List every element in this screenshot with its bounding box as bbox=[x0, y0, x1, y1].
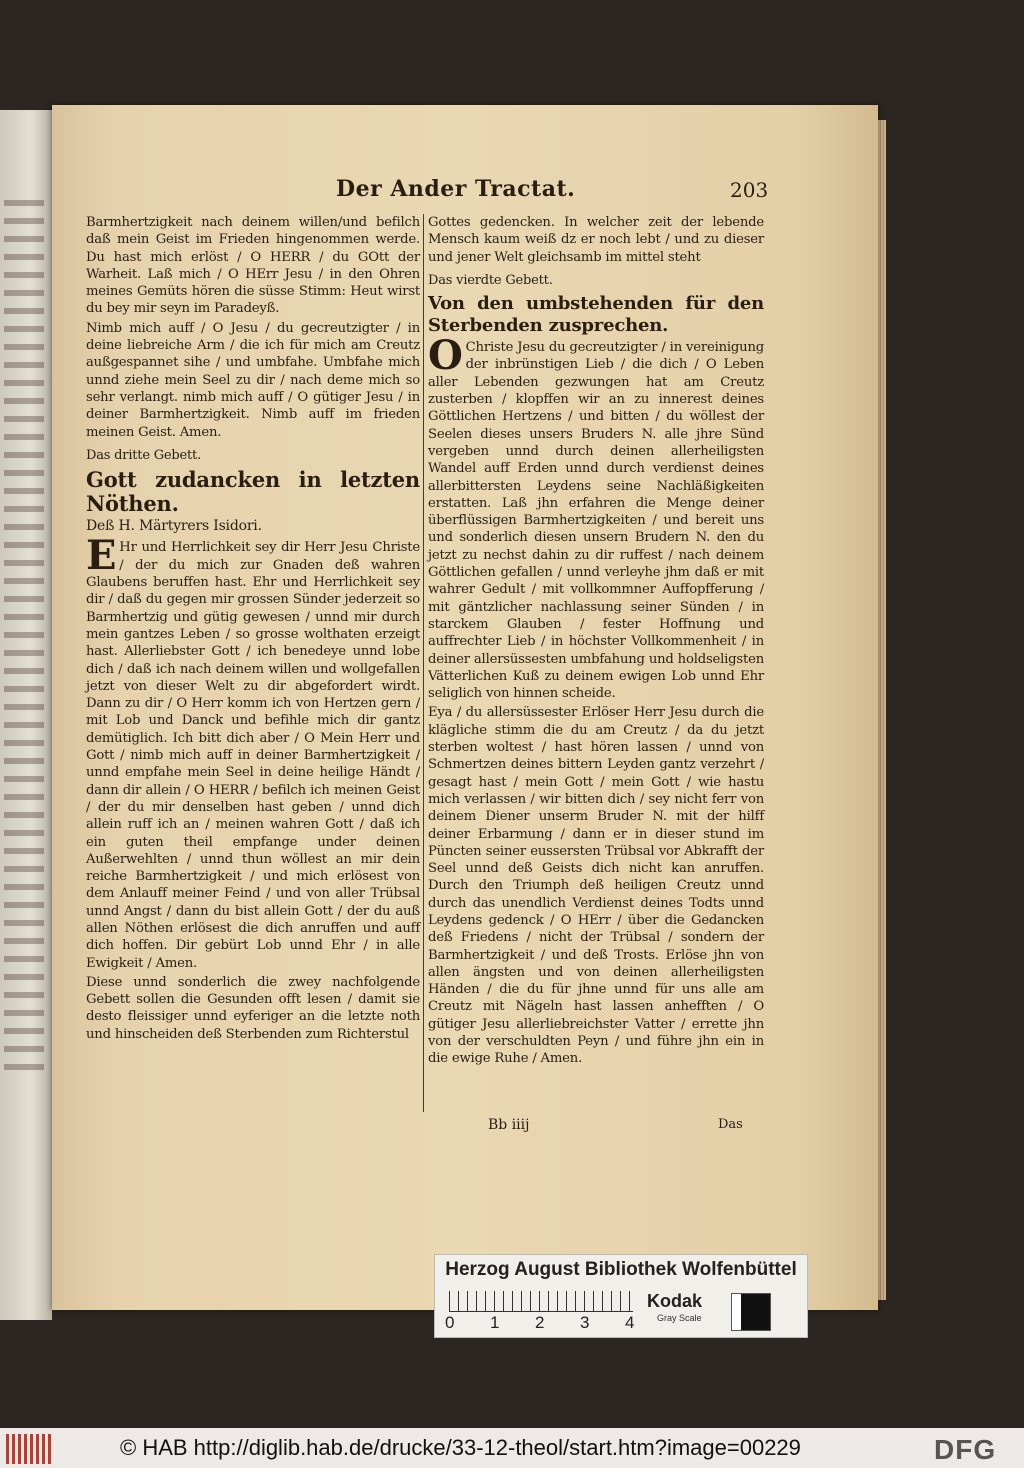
library-name: Herzog August Bibliothek Wolfenbüttel bbox=[445, 1259, 797, 1280]
prayer-label: Das vierdte Gebett. bbox=[428, 272, 553, 288]
gray-scale-label: Gray Scale bbox=[657, 1313, 702, 1323]
paragraph: Eya / du allersüssester Erlöser Herr Jesu durch die klägliche stimm die du am Creutz / da du jetzt sterben woltest / hast hören lassen / unnd von Schmertzen deines bittern Leyden gantz verzehrt / gesagt hast / mein Gott / mein Gott / wie hastu mich verlassen / wir bitten dich / sey nicht ferr von deinem Diener unserm Bruder N. mit der hilff deiner Erbarmung / dann er in dieser stund im Püncten seiner eussersten Trübsal vor Abkrafft der Seel unnd deß Geists dich nicht kan anruffen. Durch den Triumph deß heiligen Creutz unnd durch das unendlich Verdienst deines Todts unnd Leydens gedenck / O HErr / über die Gedancken deß Friedens / nicht der Trübsal / sondern der Barmhertzigkeit / und deß Trosts. Erlöse jhn von allen ängsten und von deinen allerheiligsten Händen / die du für jhne unnd für uns alle am Creutz mit Nägeln hast lassen anhefften / O gütiger Jesu allerliebreichster Vatter / errette jhn von der verschuldten Peyn / und führe jhn ein in die ewige Ruhe / Amen. bbox=[428, 705, 764, 1067]
left-column bbox=[86, 214, 420, 1045]
scale-tick: 1 bbox=[490, 1313, 500, 1332]
section-heading: Von den umbstehenden für den Sterbenden zusprechen. bbox=[428, 293, 764, 337]
prayer-label: Das dritte Gebett. bbox=[86, 447, 202, 463]
paragraph bbox=[86, 532, 420, 971]
viewer-footer bbox=[0, 1428, 1024, 1468]
paragraph-text: Christe Jesu du gecreutzigter / in vereinigung der inbrünstigen Lieb / die dich / O Leben aller Lebenden gezwungen hat am Creutz zusterben / klopffen wir an zu innerest deines Göttlichen Hertzens / und bitten / du wöllest der Seelen dieses unsers Bruders N. alle jhre Sünd vergeben unnd durch deinen allerheiligsten Wandel auff Erden unnd durch verdienst deines allerbittersten Leydens seine Nachläßigkeiten erstatten. Laß jhn erfahren die Menge deiner überflüssigen Barmhertzigkeiten / und bereit uns und sonderlich diesen unsern Brudern N. den du jetzt zu nechst dahin zu dir ruffest / nach deinem Göttlichen gefallen / unnd verleyhe jhm daß er mit wahrer Gedult / mit vollkommner Auffopfferung / mit gäntzlicher nachlassung seiner Sünden / in starckem Glauben / fester Hoffnung und auffrechter Lieb / in höchster Vollkommenheit / in deiner allersüssesten umbfahung und holdseligsten Vätterlichen Kuß zu deinem ewigen Lob unnd Ehr seliglich von hinnen scheide. bbox=[428, 340, 764, 702]
section-subheading: Deß H. Märtyrers Isidori. bbox=[86, 518, 262, 535]
scale-tick: 4 bbox=[625, 1313, 635, 1332]
running-head: Der Ander Tractat. bbox=[336, 176, 576, 202]
scale-tick: 0 bbox=[445, 1313, 455, 1332]
section-heading: Gott zudancken in letzten Nöthen. bbox=[86, 467, 420, 517]
drop-cap: E bbox=[86, 532, 117, 580]
hab-logo-icon bbox=[6, 1434, 54, 1464]
facing-page-edge bbox=[0, 110, 52, 1320]
dfg-logo: DFG bbox=[934, 1434, 997, 1465]
scale-ruler bbox=[449, 1291, 633, 1312]
signature-mark: Bb iiij bbox=[488, 1117, 530, 1133]
library-color-card bbox=[434, 1254, 808, 1338]
right-column bbox=[428, 214, 764, 1070]
paragraph bbox=[428, 332, 764, 702]
facing-page-text-fragments bbox=[4, 200, 44, 1080]
scale-tick: 3 bbox=[580, 1313, 590, 1332]
kodak-brand: Kodak bbox=[647, 1291, 703, 1311]
catchword: Das bbox=[718, 1117, 743, 1132]
paragraph: Barmhertzigkeit nach deinem willen/und befilch daß mein Geist im Frieden hingenommen werde. Du hast mich erlöst / O HERR / du GOtt der Warheit. Laß mich / O HErr Jesu / in den Ohren meines Gemüts hören die süsse Stimm: Heut wirst du bey mir seyn im Paradeyß. bbox=[86, 215, 420, 317]
copyright-url[interactable]: © HAB http://diglib.hab.de/drucke/33-12-theol/start.htm?image=00229 bbox=[120, 1435, 801, 1460]
paragraph: Diese unnd sonderlich die zwey nachfolgende Gebett sollen die Gesunden offt lesen / damit sie desto fleissiger unnd eyferiger an die letzte noth und hinscheiden deß Sterbenden zum Richterstul bbox=[86, 974, 420, 1042]
paragraph-text: Hr und Herrlichkeit sey dir Herr Jesu Christe / der du mich zur Gnaden deß wahren Glaubens beruffen hast. Ehr und Herrlichkeit sey dir / daß du gegen mir grossen Sünder jederzeit so Barmhertzig und gütig gewesen / unnd mir durch mein gantzes Leben / so grosse wolthaten erzeigt hast. Allerliebster Gott / ich benedeye unnd lobe dich / daß ich nach deinem willen und wollgefallen jetzt von dieser Welt zu dir abgefordert wirdt. Dann zu dir / O Herr komm ich von Hertzen gern / mit Lob und Danck und befihle mich dir gantz demütiglich. Ich bitt dich aber / O Mein Herr und Gott / nimb mich auff in deiner Barmhertzigkeit / unnd empfahe mein Seel in deine heilige Händt / dann dir allein / O HERR / befilch ich meinen Geist / der du mir denselben hast geben / unnd dich allein ruff ich an / meinen wahren Gott / daß ich ein guten theil empfange under deinen Außerwehlten / unnd thun wöllest an mir dein reiche Barmhertzigkeit / und mich erlösest von dem Anlauff meiner Feind / und von aller Trübsal unnd Angst / dann du bist allein Gott / der du auß allen Nöthen erlösest die dich anruffen und auff dich hoffen. Dir gebürt Lob unnd Ehr / in alle Ewigkeit / Amen. bbox=[86, 540, 420, 971]
paragraph: Nimb mich auff / O Jesu / du gecreutzigter / in deine liebreiche Arm / die ich für mich am Creutz außgespannet sihe / und umbfahe. Umbfahe mich unnd ziehe mein Seel zu dir / nach deme mich so sehr verlangt. nimb mich auff / O gütiger Jesu / in deiner Barmhertzigkeit. Nimb auff im frieden meinen Geist. Amen. bbox=[86, 320, 420, 440]
scale-tick: 2 bbox=[535, 1313, 545, 1332]
folio-number: 203 bbox=[730, 178, 769, 202]
column-rule bbox=[423, 214, 424, 1112]
drop-cap: O bbox=[428, 332, 463, 380]
paragraph: Gottes gedencken. In welcher zeit der lebende Mensch kaum weiß dz er noch lebt / und zu dieser und jener Welt gleichsamb im mittel steht bbox=[428, 215, 764, 265]
gray-scale-patch bbox=[731, 1293, 771, 1331]
